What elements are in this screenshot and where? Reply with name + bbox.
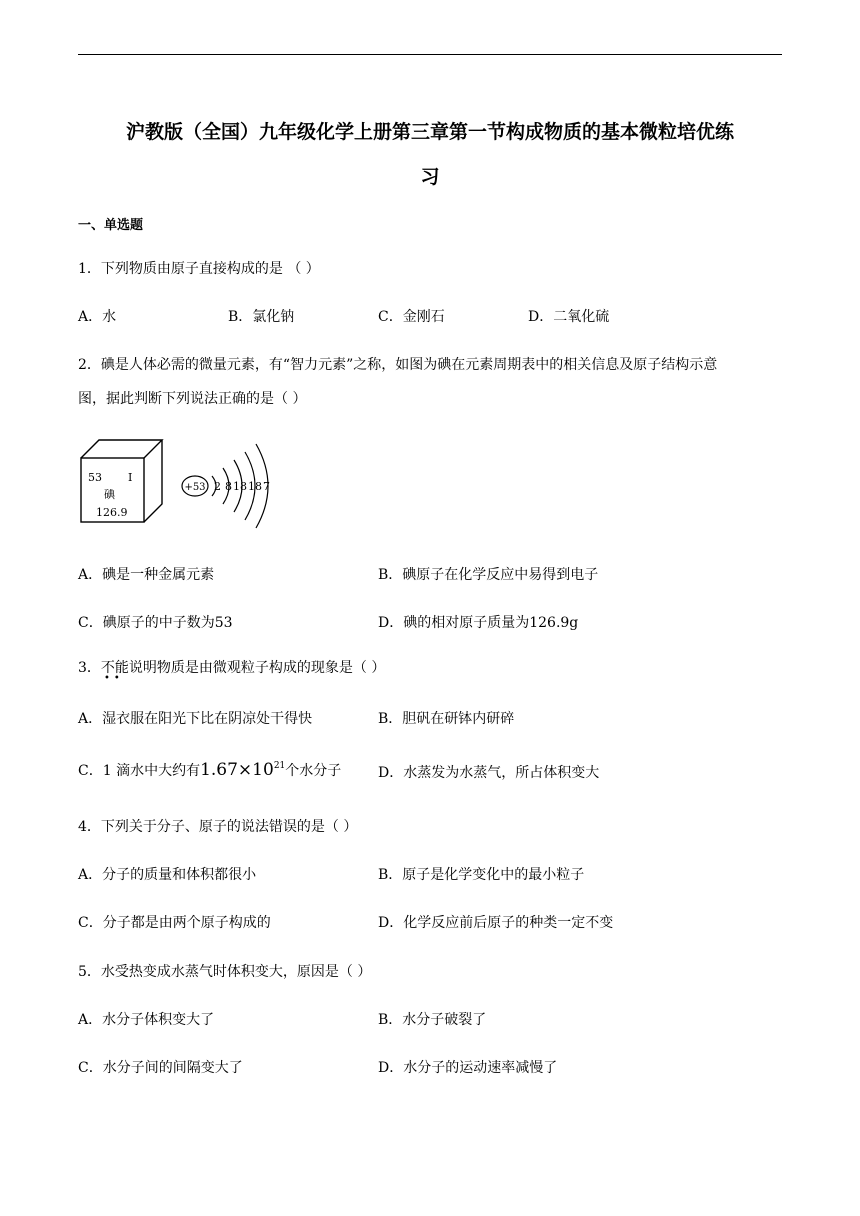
question-4-stem: 4．下列关于分子、原子的说法错误的是（ ） bbox=[78, 819, 358, 835]
question-2-stem-continued: 图，据此判断下列说法正确的是（ ） bbox=[78, 391, 307, 407]
iodine-figure bbox=[78, 430, 278, 534]
question-2-option-d: D．碘的相对原子质量为126.9g bbox=[378, 615, 579, 631]
question-5-option-a: A．水分子体积变大了 bbox=[78, 1012, 215, 1028]
question-3-stem: 3．不能说明物质是由微观粒子构成的现象是（ ） bbox=[78, 660, 386, 676]
question-5-option-c: C．水分子间的间隔变大了 bbox=[78, 1060, 243, 1076]
atomic-number: 53 bbox=[88, 471, 102, 484]
question-4-option-d: D．化学反应前后原子的种类一定不变 bbox=[378, 915, 614, 931]
shell-electron-count: 18 bbox=[248, 480, 262, 493]
nuclear-charge: +53 bbox=[184, 482, 206, 493]
question-5-option-d: D．水分子的运动速率减慢了 bbox=[378, 1060, 558, 1076]
shell-electron-count: 2 bbox=[214, 480, 221, 493]
question-3-option-c bbox=[78, 760, 341, 780]
shell-electron-count: 7 bbox=[263, 480, 270, 493]
question-2-option-c: C．碘原子的中子数为53 bbox=[78, 615, 233, 631]
option-c-prefix: C．1 滴水中大约有 bbox=[78, 763, 201, 779]
question-5-option-b: B．水分子破裂了 bbox=[378, 1012, 487, 1028]
question-1-option-b: B．氯化钠 bbox=[228, 309, 295, 325]
question-1-option-a: A．水 bbox=[78, 309, 117, 325]
question-4-option-b: B．原子是化学变化中的最小粒子 bbox=[378, 867, 585, 883]
shell-electron-count: 18 bbox=[233, 480, 247, 493]
header-rule bbox=[78, 54, 782, 55]
question-3-option-b: B．胆矾在研钵内研碎 bbox=[378, 711, 515, 727]
document-title: 沪教版（全国）九年级化学上册第三章第一节构成物质的基本微粒培优练 bbox=[125, 121, 734, 143]
question-1-option-d: D．二氧化硫 bbox=[528, 309, 610, 325]
section-heading: 一、单选题 bbox=[78, 218, 144, 233]
question-2-option-b: B．碘原子在化学反应中易得到电子 bbox=[378, 567, 599, 583]
question-5-stem: 5．水受热变成水蒸气时体积变大，原因是（ ） bbox=[78, 964, 372, 980]
question-2-stem: 2．碘是人体必需的微量元素，有“智力元素”之称，如图为碘在元素周期表中的相关信息及原子结构示意 bbox=[78, 357, 718, 373]
atomic-structure-diagram bbox=[182, 444, 270, 528]
emphasis-dots: •• bbox=[104, 673, 124, 684]
question-4-option-c: C．分子都是由两个原子构成的 bbox=[78, 915, 271, 931]
element-name: 碘 bbox=[104, 488, 115, 501]
question-3-option-a: A．湿衣服在阳光下比在阴凉处干得快 bbox=[78, 711, 313, 727]
shell-electron-count: 8 bbox=[225, 480, 232, 493]
question-1-option-c: C．金刚石 bbox=[378, 309, 445, 325]
question-2-option-a: A．碘是一种金属元素 bbox=[78, 567, 215, 583]
exponent: 21 bbox=[273, 761, 286, 771]
document-title-continued: 习 bbox=[420, 166, 440, 188]
option-c-suffix: 个水分子 bbox=[285, 763, 342, 779]
scientific-notation: 1.67×10 bbox=[200, 760, 274, 780]
question-3-option-d: D．水蒸发为水蒸气，所占体积变大 bbox=[378, 765, 600, 781]
atomic-mass: 126.9 bbox=[96, 506, 128, 519]
question-1-stem: 1．下列物质由原子直接构成的是 （ ） bbox=[78, 261, 320, 277]
element-symbol: I bbox=[128, 471, 133, 484]
question-4-option-a: A．分子的质量和体积都很小 bbox=[78, 867, 257, 883]
